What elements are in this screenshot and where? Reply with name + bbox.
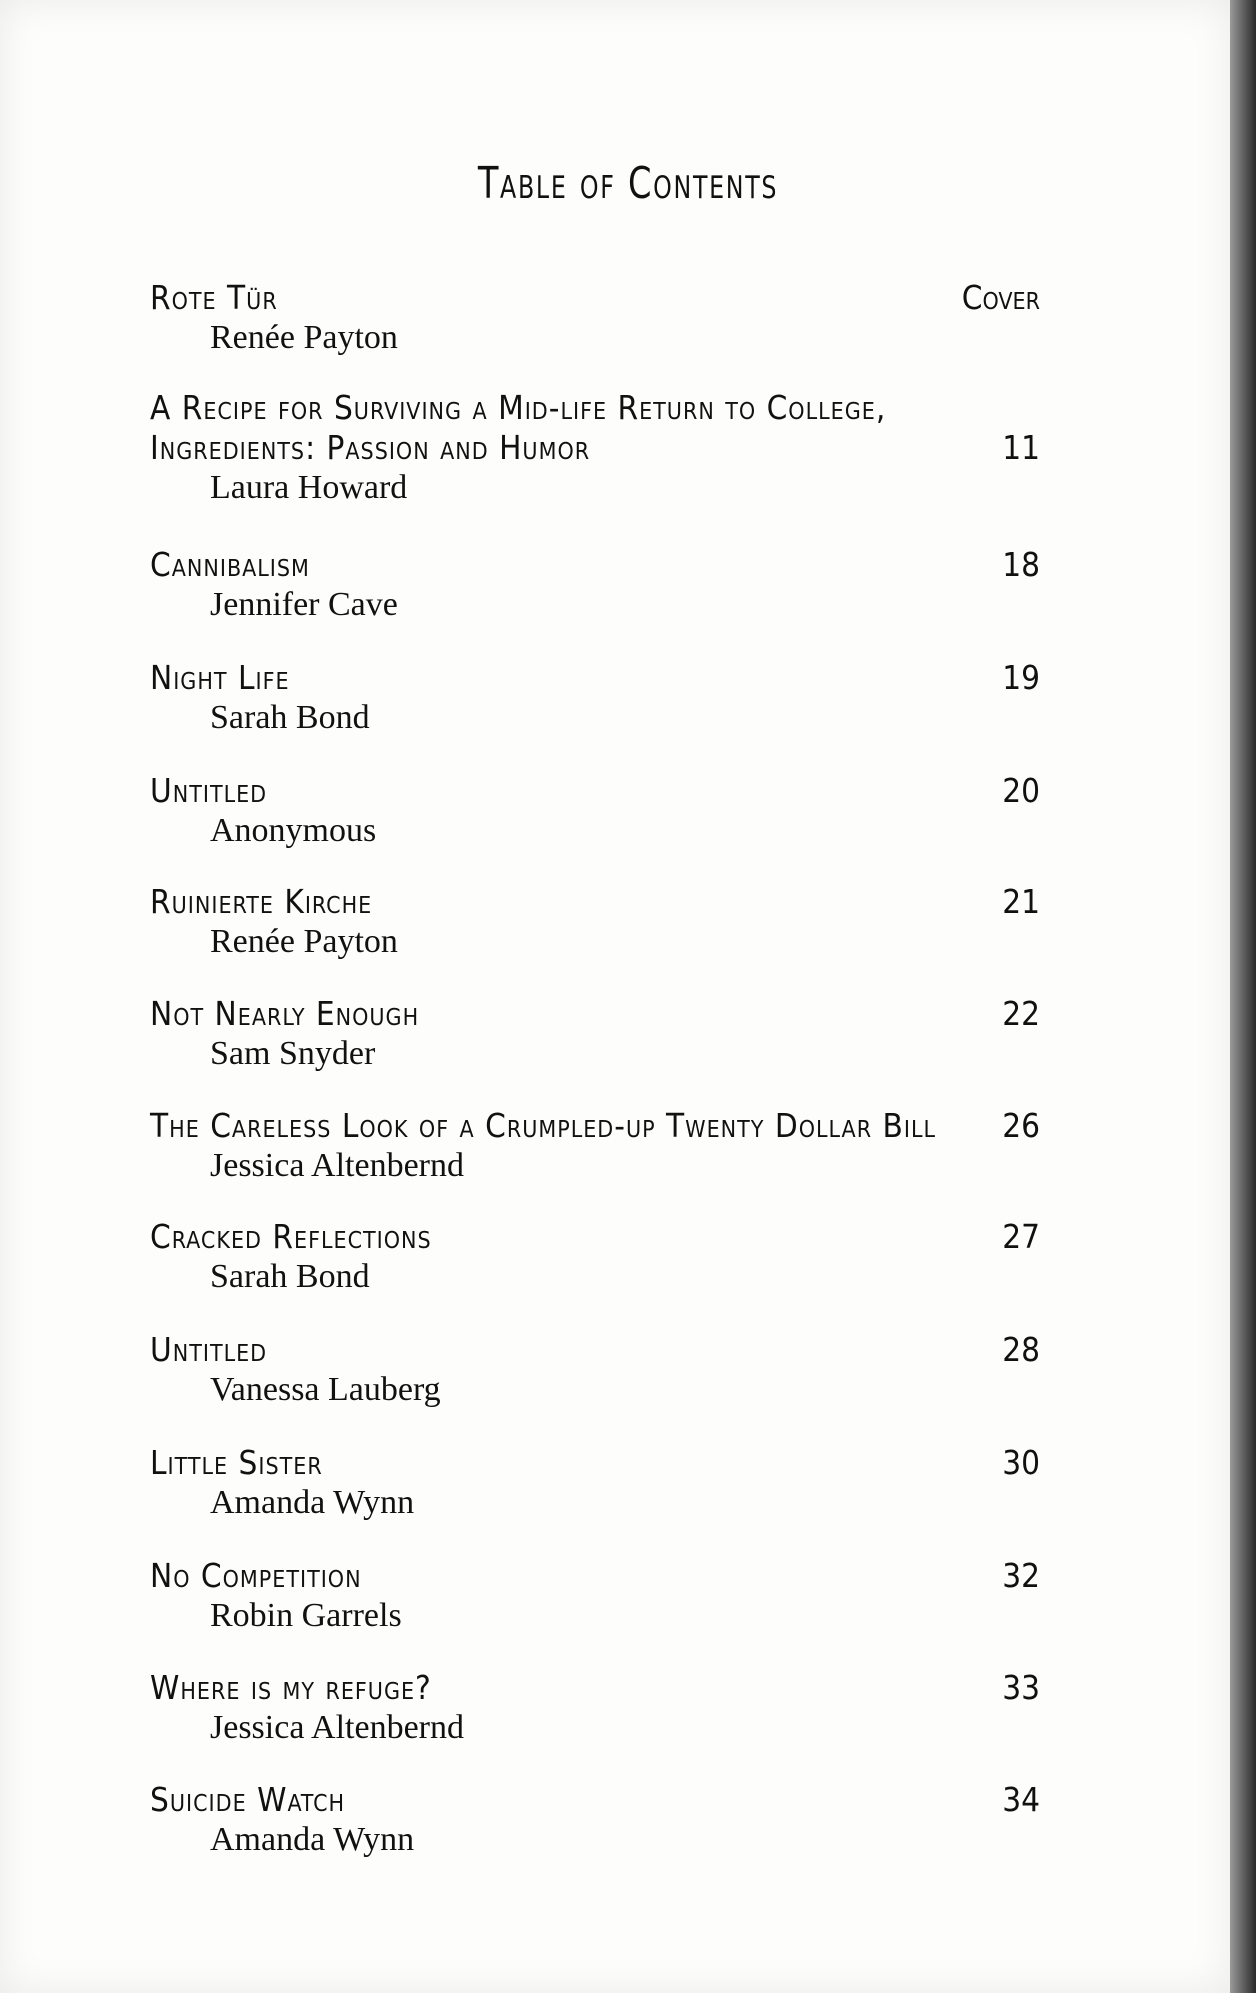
entry-page: 27: [1002, 1217, 1040, 1256]
entry-author: Sam Snyder: [210, 1035, 376, 1072]
entry-page: 19: [1002, 658, 1040, 697]
entry-author: Anonymous: [210, 812, 377, 849]
entry-page: 21: [1002, 882, 1040, 921]
entry-page: 32: [1002, 1556, 1040, 1595]
toc-entry: [150, 1780, 1050, 1860]
entry-author: Vanessa Lauberg: [210, 1371, 441, 1408]
entry-page: Cover: [961, 278, 1040, 317]
toc-entry: [150, 882, 1050, 962]
entry-page: 11: [1002, 428, 1040, 467]
entry-title: Night Life: [150, 658, 290, 697]
entry-title: Little Sister: [150, 1443, 323, 1482]
toc-entry: [150, 1217, 1050, 1297]
entry-page: 18: [1002, 545, 1040, 584]
toc-entry: [150, 658, 1050, 738]
entry-title-line1: A Recipe for Surviving a Mid-life Return to College,: [150, 388, 887, 427]
entry-author: Jessica Altenbernd: [210, 1147, 464, 1184]
entry-title: Suicide Watch: [150, 1780, 346, 1819]
entry-title: Ruinierte Kirche: [150, 882, 373, 921]
entry-title: Cracked Reflections: [150, 1217, 432, 1256]
toc-entry: [150, 388, 1050, 508]
entry-author: Robin Garrels: [210, 1597, 402, 1634]
entry-author: Renée Payton: [210, 923, 398, 960]
toc-entry: [150, 278, 1050, 358]
toc-entry: [150, 1668, 1050, 1748]
toc-entry: [150, 771, 1050, 851]
page-title: Table of Contents: [477, 158, 779, 209]
entry-title: No Competition: [150, 1556, 362, 1595]
entry-title-line2: Ingredients: Passion and Humor: [150, 428, 591, 467]
entry-page: 20: [1002, 771, 1040, 810]
entry-page: 30: [1002, 1443, 1040, 1482]
toc-entry: [150, 1106, 1050, 1186]
entry-title: Rote Tür: [150, 278, 278, 317]
entry-page: 34: [1002, 1780, 1040, 1819]
page-edge: [1230, 0, 1256, 1993]
entry-page: 28: [1002, 1330, 1040, 1369]
entry-author: Renée Payton: [210, 319, 398, 356]
entry-title: The Careless Look of a Crumpled-up Twenty Dollar Bill: [150, 1106, 937, 1145]
entry-page: 26: [1002, 1106, 1040, 1145]
entry-author: Jessica Altenbernd: [210, 1709, 464, 1746]
entry-title: Untitled: [150, 771, 268, 810]
entry-page: 22: [1002, 994, 1040, 1033]
entry-title: Not Nearly Enough: [150, 994, 420, 1033]
toc-entry: [150, 1556, 1050, 1636]
toc-entry: [150, 545, 1050, 625]
entry-author: Laura Howard: [210, 469, 408, 506]
entry-title: Cannibalism: [150, 545, 310, 584]
toc-entry: [150, 1330, 1050, 1410]
toc-entry: [150, 1443, 1050, 1523]
entry-title: Untitled: [150, 1330, 268, 1369]
entry-page: 33: [1002, 1668, 1040, 1707]
entry-author: Amanda Wynn: [210, 1821, 415, 1858]
toc-entry: [150, 994, 1050, 1074]
entry-title: Where is my refuge?: [150, 1668, 432, 1707]
entry-author: Amanda Wynn: [210, 1484, 415, 1521]
entry-author: Sarah Bond: [210, 699, 370, 736]
entry-author: Jennifer Cave: [210, 586, 398, 623]
entry-author: Sarah Bond: [210, 1258, 370, 1295]
